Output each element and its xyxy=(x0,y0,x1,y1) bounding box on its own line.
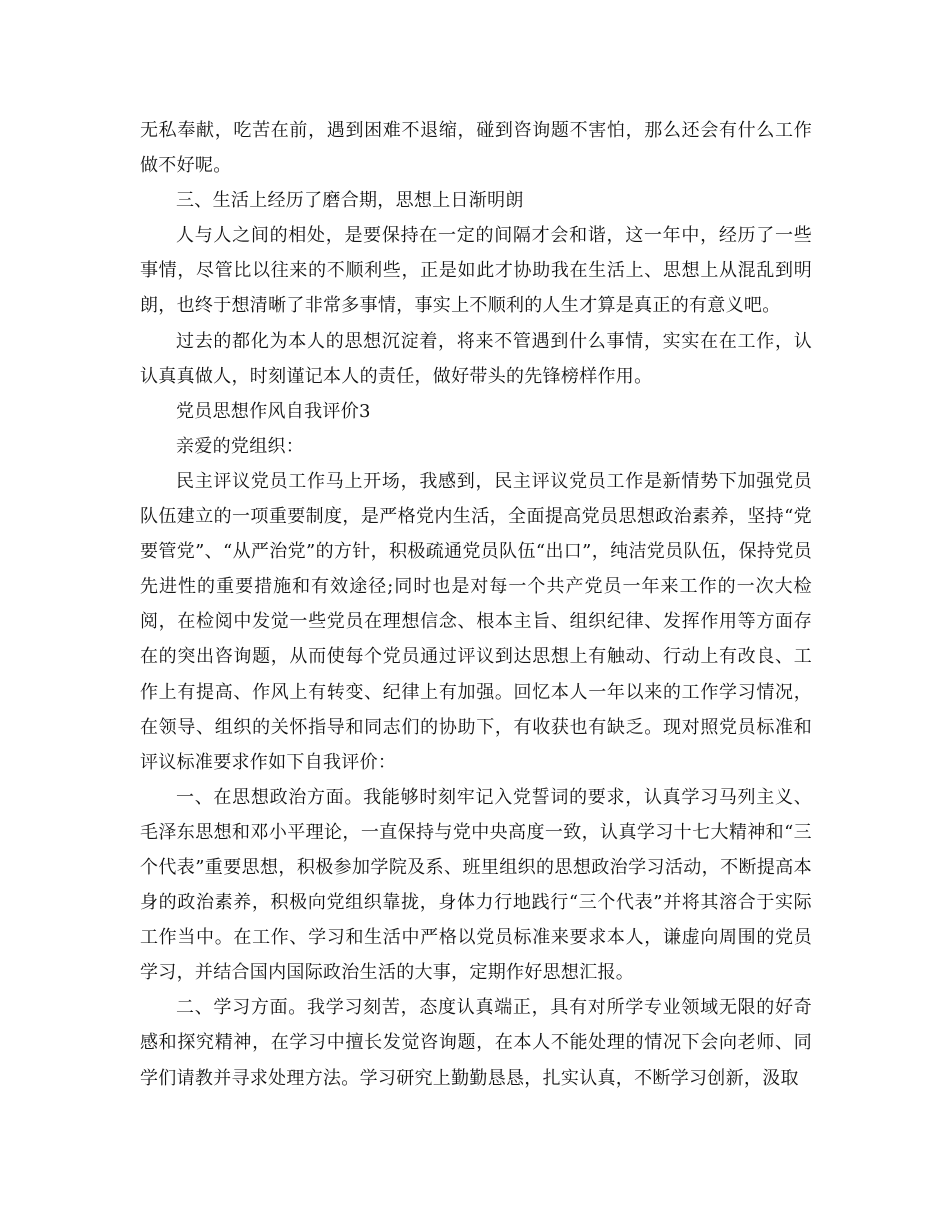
paragraph-1: 无私奉献，吃苦在前，遇到困难不退缩，碰到咨询题不害怕，那么还会有什么工作做不好呢。 xyxy=(140,120,812,177)
document-body xyxy=(140,113,812,1096)
paragraph-7: 民主评议党员工作马上开场，我感到，民主评议党员工作是新情势下加强党员队伍建立的一项重要制度，是严格党内生活，全面提高党员思想政治素养，坚持“党要管党”、“从严治党”的方针，积极疏通党员队伍“出口”，纯洁党员队伍，保持党员先进性的重要措施和有效途径;同时也是对每一个共产党员一年来工作的一次大检阅，在检阅中发觉一些党员在理想信念、根本主旨、组织纪律、发挥作用等方面存在的突出咨询题，从而使每个党员通过评议到达思想上有触动、行动上有改良、工作上有提高、作风上有转变、纪律上有加强。回忆本人一年以来的工作学习情况，在领导、组织的关怀指导和同志们的协助下，有收获也有缺乏。现对照党员标准和评议标准要求作如下自我评价： xyxy=(140,470,812,773)
paragraph-4: 过去的都化为本人的思想沉淀着，将来不管遇到什么事情，实实在在工作，认认真真做人，时刻谨记本人的责任，做好带头的先锋榜样作用。 xyxy=(140,330,812,387)
section-heading-3: 三、生活上经历了磨合期，思想上日渐明朗 xyxy=(176,190,524,212)
salutation: 亲爱的党组织： xyxy=(176,435,305,457)
paragraph-9: 二、学习方面。我学习刻苦，态度认真端正，具有对所学专业领域无限的好奇感和探究精神，在学习中擅长发觉咨询题，在本人不能处理的情况下会向老师、同学们请教并寻求处理方法。学习研究上勤勤恳恳，扎实认真，不断学习创新，汲取 xyxy=(140,997,812,1089)
paragraph-8: 一、在思想政治方面。我能够时刻牢记入党誓词的要求，认真学习马列主义、毛泽东思想和邓小平理论，一直保持与党中央高度一致，认真学习十七大精神和“三个代表”重要思想，积极参加学院及系、班里组织的思想政治学习活动，不断提高本身的政治素养，积极向党组织靠拢，身体力行地践行“三个代表”并将其溶合于实际工作当中。在工作、学习和生活中严格以党员标准来要求本人，谦虚向周围的党员学习，并结合国内国际政治生活的大事，定期作好思想汇报。 xyxy=(140,786,812,984)
article-title: 党员思想作风自我评价3 xyxy=(176,400,371,422)
paragraph-3: 人与人之间的相处，是要保持在一定的间隔才会和谐，这一年中，经历了一些事情，尽管比以往来的不顺利些，正是如此才协助我在生活上、思想上从混乱到明朗，也终于想清晰了非常多事情，事实上不顺利的人生才算是真正的有意义吧。 xyxy=(140,225,812,317)
